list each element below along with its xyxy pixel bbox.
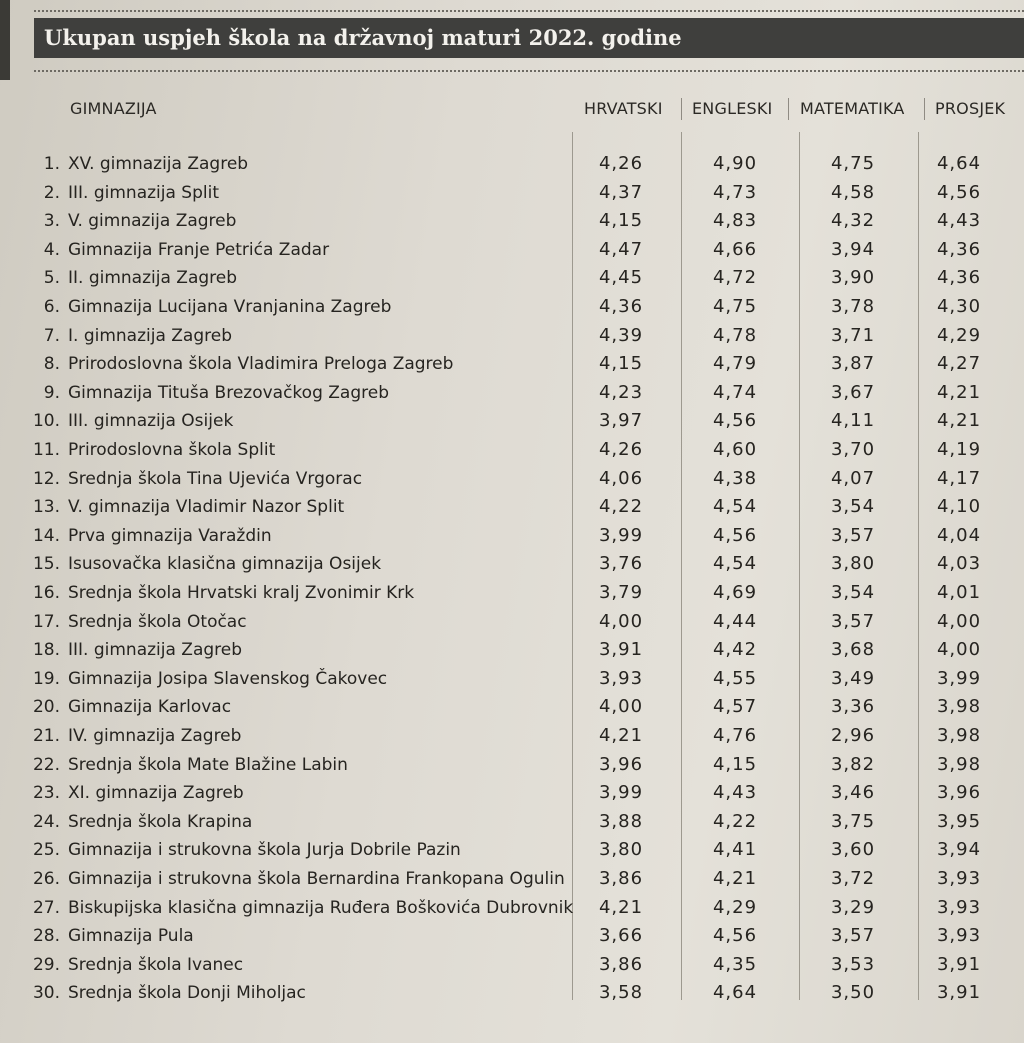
- average-score: 3,91: [936, 982, 982, 1004]
- rank-cell: 30.: [32, 983, 60, 1004]
- average-score: 4,29: [936, 324, 982, 346]
- rank-cell: 4.: [43, 239, 60, 260]
- croatian-score: 4,15: [598, 353, 644, 375]
- average-score: 4,30: [936, 296, 982, 317]
- croatian-score: 3,91: [598, 639, 644, 661]
- table-row: [0, 779, 1024, 807]
- table-row: [0, 264, 1024, 292]
- school-name: I. gimnazija Zagreb: [68, 325, 232, 346]
- croatian-score: 4,23: [598, 381, 644, 403]
- english-score: 4,21: [712, 868, 758, 889]
- english-score: 4,60: [712, 439, 758, 460]
- school-name: III. gimnazija Osijek: [68, 411, 234, 432]
- average-score: 4,17: [936, 467, 982, 489]
- rank-cell: 13.: [32, 497, 60, 518]
- average-score: 3,98: [936, 696, 982, 718]
- table-row: [0, 207, 1024, 235]
- school-name: Biskupijska klasična gimnazija Ruđera Boškovića Dubrovnik: [68, 897, 574, 918]
- rank-cell: 1.: [43, 154, 60, 174]
- average-score: 4,36: [936, 238, 982, 260]
- average-score: 4,03: [936, 553, 982, 575]
- math-score: 3,53: [830, 953, 876, 975]
- average-score: 4,04: [936, 524, 982, 546]
- english-score: 4,41: [712, 839, 758, 861]
- school-name: Prirodoslovna škola Vladimira Preloga Zagreb: [68, 354, 454, 375]
- school-name: V. gimnazija Zagreb: [68, 211, 237, 232]
- english-score: 4,90: [712, 153, 758, 174]
- croatian-score: 4,26: [598, 153, 644, 174]
- rank-cell: 5.: [43, 268, 60, 289]
- croatian-score: 3,93: [598, 667, 644, 689]
- math-score: 4,11: [830, 410, 876, 432]
- english-score: 4,69: [712, 582, 758, 603]
- croatian-score: 3,99: [598, 782, 644, 804]
- table-row: [0, 436, 1024, 464]
- math-score: 3,94: [830, 238, 876, 260]
- table-row: [0, 150, 1024, 178]
- school-name: Srednja škola Tina Ujevića Vrgorac: [68, 468, 363, 489]
- table-row: [0, 465, 1024, 493]
- math-score: 3,57: [830, 610, 876, 632]
- croatian-score: 4,22: [598, 496, 644, 518]
- table-row: [0, 922, 1024, 950]
- math-score: 4,75: [830, 153, 876, 174]
- croatian-score: 4,15: [598, 210, 644, 232]
- math-score: 3,29: [830, 896, 876, 918]
- table-row: [0, 865, 1024, 893]
- school-name: Srednja škola Otočac: [68, 611, 247, 632]
- school-name: Srednja škola Mate Blažine Labin: [68, 754, 348, 775]
- rank-cell: 12.: [32, 468, 60, 489]
- english-score: 4,54: [712, 496, 758, 518]
- english-score: 4,57: [712, 696, 758, 718]
- croatian-score: 4,21: [598, 896, 644, 918]
- croatian-score: 3,76: [598, 553, 644, 575]
- rank-cell: 9.: [43, 382, 60, 403]
- english-score: 4,75: [712, 296, 758, 317]
- header-separator: [924, 98, 925, 120]
- english-score: 4,38: [712, 467, 758, 489]
- table-row: [0, 550, 1024, 578]
- croatian-score: 3,86: [598, 868, 644, 889]
- rank-cell: 20.: [32, 697, 60, 718]
- english-score: 4,22: [712, 810, 758, 832]
- average-score: 4,21: [936, 410, 982, 432]
- top-dotted-rule: [34, 10, 1024, 12]
- math-score: 3,54: [830, 496, 876, 518]
- average-score: 3,95: [936, 810, 982, 832]
- average-score: 4,19: [936, 439, 982, 460]
- math-score: 3,78: [830, 296, 876, 317]
- english-score: 4,42: [712, 639, 758, 661]
- math-score: 3,82: [830, 753, 876, 775]
- rank-cell: 29.: [32, 954, 60, 975]
- rank-cell: 10.: [32, 411, 60, 432]
- table-row: [0, 693, 1024, 721]
- math-score: 3,68: [830, 639, 876, 661]
- math-score: 3,50: [830, 982, 876, 1004]
- math-score: 3,49: [830, 667, 876, 689]
- rank-cell: 26.: [32, 869, 60, 889]
- math-score: 3,80: [830, 553, 876, 575]
- croatian-score: 4,21: [598, 725, 644, 746]
- math-score: 3,70: [830, 439, 876, 460]
- rank-cell: 16.: [32, 583, 60, 603]
- school-name: XV. gimnazija Zagreb: [68, 154, 249, 174]
- school-name: Prirodoslovna škola Split: [68, 440, 276, 460]
- school-name: XI. gimnazija Zagreb: [68, 783, 244, 804]
- average-score: 4,43: [936, 210, 982, 232]
- header-average: PROSJEK: [935, 99, 1006, 118]
- rank-cell: 3.: [43, 211, 60, 232]
- average-score: 3,98: [936, 725, 982, 746]
- table-row: [0, 636, 1024, 664]
- math-score: 4,58: [830, 181, 876, 203]
- average-score: 4,21: [936, 381, 982, 403]
- rank-cell: 2.: [43, 182, 60, 203]
- school-name: II. gimnazija Zagreb: [68, 268, 238, 289]
- average-score: 3,93: [936, 925, 982, 947]
- average-score: 4,56: [936, 181, 982, 203]
- rank-cell: 14.: [32, 525, 60, 546]
- average-score: 3,94: [936, 839, 982, 861]
- table-row: [0, 379, 1024, 407]
- croatian-score: 3,80: [598, 839, 644, 861]
- math-score: 3,57: [830, 925, 876, 947]
- table-row: [0, 579, 1024, 607]
- average-score: 3,93: [936, 868, 982, 889]
- header-school: GIMNAZIJA: [70, 99, 157, 118]
- english-score: 4,55: [712, 667, 758, 689]
- croatian-score: 4,45: [598, 267, 644, 289]
- school-name: Srednja škola Donji Miholjac: [68, 983, 306, 1004]
- table-row: [0, 350, 1024, 378]
- english-score: 4,73: [712, 181, 758, 203]
- school-name: Gimnazija Pula: [68, 926, 194, 947]
- average-score: 4,00: [936, 610, 982, 632]
- croatian-score: 4,06: [598, 467, 644, 489]
- table-title: Ukupan uspjeh škola na državnoj maturi 2022. godine: [34, 18, 1024, 58]
- math-score: 3,75: [830, 810, 876, 832]
- croatian-score: 4,39: [598, 324, 644, 346]
- english-score: 4,54: [712, 553, 758, 575]
- table-row: [0, 522, 1024, 550]
- table-row: [0, 979, 1024, 1007]
- math-score: 3,46: [830, 782, 876, 804]
- math-score: 3,72: [830, 868, 876, 889]
- header-english: ENGLESKI: [692, 99, 773, 118]
- rank-cell: 6.: [43, 297, 60, 317]
- rank-cell: 8.: [43, 354, 60, 375]
- table-row: [0, 894, 1024, 922]
- school-name: Gimnazija Tituša Brezovačkog Zagreb: [68, 382, 389, 403]
- croatian-score: 4,36: [598, 296, 644, 317]
- croatian-score: 3,58: [598, 982, 644, 1004]
- math-score: 3,67: [830, 381, 876, 403]
- croatian-score: 3,66: [598, 925, 644, 947]
- english-score: 4,15: [712, 753, 758, 775]
- croatian-score: 4,37: [598, 181, 644, 203]
- croatian-score: 3,88: [598, 810, 644, 832]
- english-score: 4,56: [712, 925, 758, 947]
- school-name: Gimnazija Lucijana Vranjanina Zagreb: [68, 297, 392, 317]
- rank-cell: 21.: [32, 726, 60, 746]
- school-name: III. gimnazija Split: [68, 182, 219, 203]
- math-score: 3,71: [830, 324, 876, 346]
- header-separator: [681, 98, 682, 120]
- average-score: 4,64: [936, 153, 982, 174]
- math-score: 3,54: [830, 582, 876, 603]
- average-score: 4,00: [936, 639, 982, 661]
- croatian-score: 3,79: [598, 582, 644, 603]
- math-score: 3,60: [830, 839, 876, 861]
- average-score: 4,36: [936, 267, 982, 289]
- school-name: Gimnazija i strukovna škola Bernardina Frankopana Ogulin: [68, 869, 565, 889]
- table-row: [0, 608, 1024, 636]
- croatian-score: 3,96: [598, 753, 644, 775]
- math-score: 4,32: [830, 210, 876, 232]
- table-row: [0, 836, 1024, 864]
- math-score: 3,36: [830, 696, 876, 718]
- average-score: 3,96: [936, 782, 982, 804]
- math-score: 4,07: [830, 467, 876, 489]
- english-score: 4,72: [712, 267, 758, 289]
- average-score: 3,99: [936, 667, 982, 689]
- english-score: 4,43: [712, 782, 758, 804]
- table-row: [0, 665, 1024, 693]
- english-score: 4,79: [712, 353, 758, 375]
- table-row: [0, 951, 1024, 979]
- croatian-score: 3,86: [598, 953, 644, 975]
- average-score: 4,27: [936, 353, 982, 375]
- average-score: 3,91: [936, 953, 982, 975]
- school-name: IV. gimnazija Zagreb: [68, 726, 242, 746]
- english-score: 4,64: [712, 982, 758, 1004]
- rank-cell: 24.: [32, 811, 60, 832]
- rank-cell: 27.: [32, 897, 60, 918]
- english-score: 4,35: [712, 953, 758, 975]
- table-row: [0, 236, 1024, 264]
- school-name: III. gimnazija Zagreb: [68, 640, 243, 661]
- rank-cell: 11.: [32, 440, 60, 460]
- table-row: [0, 322, 1024, 350]
- table-row: [0, 407, 1024, 435]
- school-name: Gimnazija Josipa Slavenskog Čakovec: [68, 668, 388, 689]
- header-separator: [788, 98, 789, 120]
- rank-cell: 28.: [32, 926, 60, 947]
- croatian-score: 3,99: [598, 524, 644, 546]
- title-dotted-rule: [34, 70, 1024, 72]
- rank-cell: 23.: [32, 783, 60, 804]
- croatian-score: 4,47: [598, 238, 644, 260]
- rank-cell: 7.: [43, 325, 60, 346]
- page-edge-strip: [0, 0, 10, 80]
- english-score: 4,44: [712, 610, 758, 632]
- table-row: [0, 293, 1024, 321]
- table-row: [0, 179, 1024, 207]
- school-name: V. gimnazija Vladimir Nazor Split: [68, 497, 345, 518]
- english-score: 4,76: [712, 725, 758, 746]
- math-score: 3,57: [830, 524, 876, 546]
- average-score: 3,93: [936, 896, 982, 918]
- math-score: 2,96: [830, 725, 876, 746]
- average-score: 4,01: [936, 582, 982, 603]
- table-row: [0, 493, 1024, 521]
- header-croatian: HRVATSKI: [584, 99, 663, 118]
- croatian-score: 4,00: [598, 696, 644, 718]
- math-score: 3,87: [830, 353, 876, 375]
- english-score: 4,78: [712, 324, 758, 346]
- school-name: Srednja škola Krapina: [68, 811, 253, 832]
- average-score: 4,10: [936, 496, 982, 518]
- school-name: Isusovačka klasična gimnazija Osijek: [68, 554, 382, 575]
- header-math: MATEMATIKA: [800, 99, 905, 118]
- english-score: 4,56: [712, 524, 758, 546]
- croatian-score: 3,97: [598, 410, 644, 432]
- rank-cell: 18.: [32, 640, 60, 661]
- english-score: 4,66: [712, 238, 758, 260]
- rank-cell: 19.: [32, 668, 60, 689]
- rank-cell: 25.: [32, 840, 60, 861]
- rank-cell: 17.: [32, 611, 60, 632]
- croatian-score: 4,26: [598, 439, 644, 460]
- math-score: 3,90: [830, 267, 876, 289]
- school-name: Gimnazija Karlovac: [68, 697, 232, 718]
- rank-cell: 15.: [32, 554, 60, 575]
- rank-cell: 22.: [32, 754, 60, 775]
- school-name: Srednja škola Hrvatski kralj Zvonimir Krk: [68, 583, 415, 603]
- english-score: 4,74: [712, 381, 758, 403]
- school-name: Gimnazija i strukovna škola Jurja Dobrile Pazin: [68, 840, 461, 861]
- table-row: [0, 722, 1024, 750]
- croatian-score: 4,00: [598, 610, 644, 632]
- english-score: 4,56: [712, 410, 758, 432]
- english-score: 4,83: [712, 210, 758, 232]
- table-row: [0, 808, 1024, 836]
- school-name: Srednja škola Ivanec: [68, 954, 244, 975]
- school-name: Gimnazija Franje Petrića Zadar: [68, 239, 330, 260]
- school-name: Prva gimnazija Varaždin: [68, 525, 272, 546]
- table-row: [0, 751, 1024, 779]
- average-score: 3,98: [936, 753, 982, 775]
- english-score: 4,29: [712, 896, 758, 918]
